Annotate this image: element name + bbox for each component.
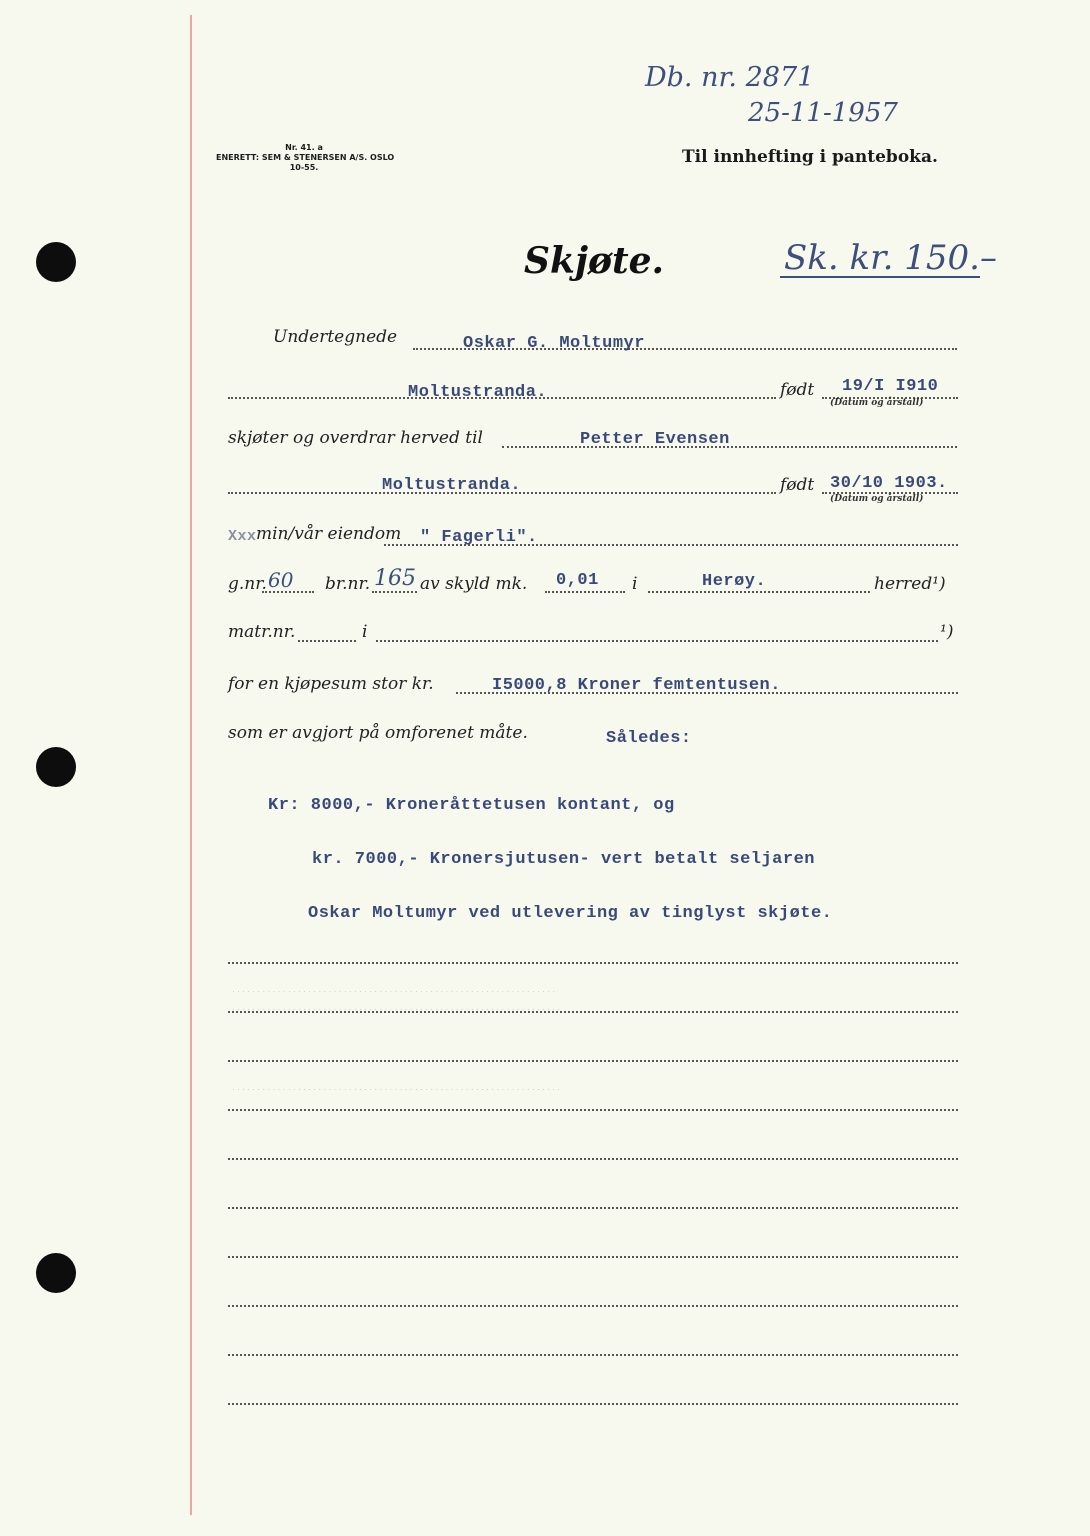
settled-text: som er avgjort på omforenet måte. xyxy=(228,723,528,743)
matr-label: matr.nr. xyxy=(228,622,296,642)
municipality: Herøy. xyxy=(702,572,767,591)
margin-rule xyxy=(190,15,192,1515)
blank-line xyxy=(228,1305,958,1307)
term-line: Kr: 8000,- Kroneråttetusen kontant, og xyxy=(268,796,675,815)
seller-born-label: født xyxy=(780,380,815,400)
skyld-label: av skyld mk. xyxy=(420,574,528,594)
fee-note: Sk. kr. 150.– xyxy=(784,238,997,278)
punch-hole xyxy=(36,747,76,787)
saaleis-text: Således: xyxy=(606,729,692,748)
handwritten-reference: Db. nr. 2871 xyxy=(645,62,815,93)
matr-footnote: ¹) xyxy=(940,622,954,642)
punch-hole xyxy=(36,1253,76,1293)
matr-i-label: i xyxy=(362,622,368,642)
term-line: kr. 7000,- Kronersjutusen- vert betalt seljaren xyxy=(312,850,815,869)
buyer-born-label: født xyxy=(780,475,815,495)
term-line: Oskar Moltumyr ved utlevering av tinglyst skjøte. xyxy=(308,904,833,923)
property-name: " Fagerli". xyxy=(420,528,538,547)
gnr-value: 60 xyxy=(268,568,294,592)
seller-date-hint: (Datum og årstall) xyxy=(830,398,924,408)
blank-line xyxy=(228,1256,958,1258)
blank-line xyxy=(228,1158,958,1160)
filing-instruction: Til innhefting i panteboka. xyxy=(682,147,938,167)
blank-line xyxy=(228,1354,958,1356)
price-value: I5000,8 Kroner femtentusen. xyxy=(492,676,781,695)
property-label: min/vår eiendom xyxy=(256,524,402,544)
price-label: for en kjøpesum stor kr. xyxy=(228,674,434,694)
blank-line xyxy=(228,1011,958,1013)
buyer-birthdate: 30/10 1903. xyxy=(830,474,948,493)
gnr-label: g.nr. xyxy=(228,574,267,594)
punch-hole xyxy=(36,242,76,282)
buyer-label: skjøter og overdrar herved til xyxy=(228,428,483,448)
seller-residence: Moltustranda. xyxy=(408,383,548,402)
brnr-label: br.nr. xyxy=(325,574,371,594)
document-page: . . . . . . . . . . . . . . . . . . . . . . . . . . . . . . . . . . . . . . . . . . . . . . . . . . . . . . . . . . . . . . . . . . . . . . . . . . . . . . . . . . . . . . . . . . . . . . . . . . . . . . . . . . . . . . . . . . . . . . . . . . . . . . . . . . . . . . . . . . . . . . . . . . . . . . . . . . . . . . . . . . . . . . . . . . . . . . . . . . . . . . . . . . . . . . . . . . Db. nr. 2871 25-11-1957 Nr. 41. a ENERETT: SEM & STENERSEN A/S. OSLO 10-55. Til innhefting i panteboka. Skjøte. Sk. kr. 150.– Undertegnede Oskar G. Moltumyr Moltustranda. født 19/I I910 (Datum og årstall) skjøter og overdrar herved til Petter Evensen Moltustranda. født 30/10 1903. (Datum og årstall) Xxx min/vår eiendom " Fagerli". g.nr. 60 br.nr. 165 av skyld mk. 0,01 i Herøy. herred¹) matr.nr. i ¹) for en kjøpesum stor kr. I5000,8 Kroner femtentusen. som er avgjort på omforenet måte. Således: Kr: 8000,- Kroneråttetusen kontant, og kr. 7000,- Kronersjutusen- vert betalt seljaren Oskar Moltumyr ved utlevering av tinglyst skjøte. xyxy=(0,0,1090,1536)
herred-label: herred¹) xyxy=(874,574,946,594)
seller-birthdate: 19/I I910 xyxy=(842,377,939,396)
document-title: Skjøte. xyxy=(524,240,665,282)
buyer-date-hint: (Datum og årstall) xyxy=(830,494,924,504)
seller-label: Undertegnede xyxy=(273,327,398,347)
blank-line xyxy=(228,1403,958,1405)
blank-line xyxy=(228,1109,958,1111)
struck-prefix: Xxx xyxy=(228,528,257,545)
brnr-value: 165 xyxy=(374,566,416,591)
buyer-name: Petter Evensen xyxy=(580,430,730,449)
blank-line xyxy=(228,1207,958,1209)
seller-name: Oskar G. Moltumyr xyxy=(463,334,645,353)
skyld-value: 0,01 xyxy=(556,571,599,590)
blank-line xyxy=(228,1060,958,1062)
blank-line xyxy=(228,962,958,964)
i-label: i xyxy=(632,574,638,594)
buyer-residence: Moltustranda. xyxy=(382,476,522,495)
handwritten-date: 25-11-1957 xyxy=(748,98,898,128)
form-code: Nr. 41. a ENERETT: SEM & STENERSEN A/S. OSLO 10-55. xyxy=(216,143,395,172)
